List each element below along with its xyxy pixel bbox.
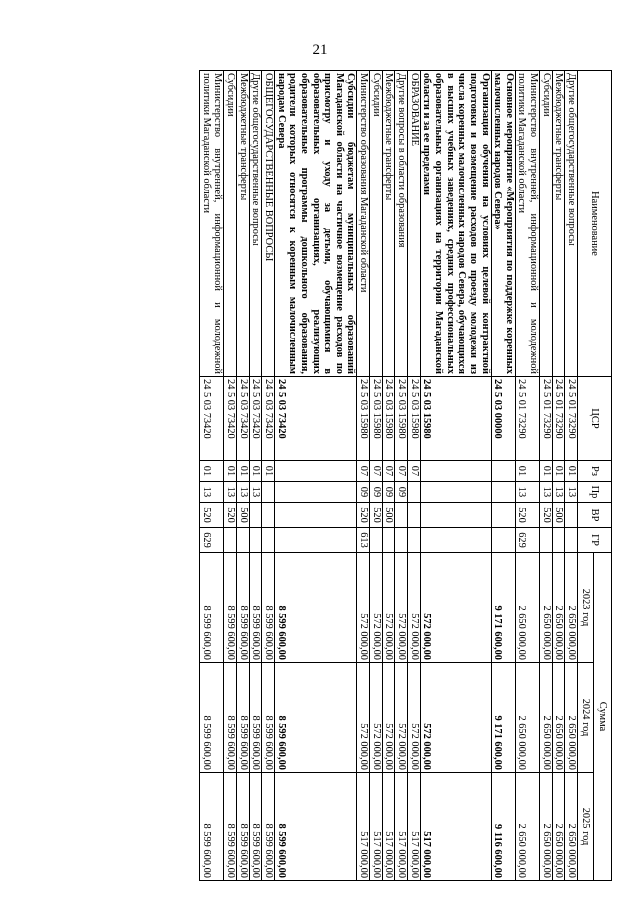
row-vr: 520 — [224, 503, 237, 528]
row-csr: 24 5 03 73420 — [237, 377, 250, 461]
row-csr: 24 5 03 15980 — [370, 377, 383, 461]
row-pr: 13 — [565, 482, 578, 503]
row-name: Межбюджетные трансферты — [552, 71, 565, 377]
table-row — [515, 71, 539, 881]
row-amount-2023: 2 650 000,00 — [540, 553, 553, 663]
row-csr: 24 5 03 73420 — [200, 377, 224, 461]
row-amount-2024: 8 599 600,00 — [249, 663, 262, 773]
row-name: Субсидии бюджетам муниципальных образований Магаданской области на частичное возмещение расходов по присмотру и уходу за детьми, обучающимися в образовательных организациях, реализующих образовательные программы дошкольного образования, родители которых относятся к коренным малочисленным народам Севера — [274, 71, 356, 377]
row-vr — [565, 503, 578, 528]
row-gr — [565, 528, 578, 553]
row-vr — [420, 503, 491, 528]
row-csr: 24 5 01 73290 — [540, 377, 553, 461]
row-rz: 01 — [237, 461, 250, 482]
row-amount-2023: 572 000,00 — [395, 553, 408, 663]
row-rz: 07 — [395, 461, 408, 482]
table-row — [408, 71, 421, 881]
row-vr: 500 — [552, 503, 565, 528]
row-amount-2025: 517 000,00 — [370, 773, 383, 881]
row-csr: 24 5 03 15980 — [382, 377, 395, 461]
row-amount-2023: 9 171 600,00 — [491, 553, 515, 663]
row-amount-2025: 2 650 000,00 — [515, 773, 539, 881]
row-amount-2024: 8 599 600,00 — [224, 663, 237, 773]
row-gr — [382, 528, 395, 553]
row-vr — [395, 503, 408, 528]
row-amount-2025: 8 599 600,00 — [237, 773, 250, 881]
row-gr: 629 — [200, 528, 224, 553]
row-name: Межбюджетные трансферты — [237, 71, 250, 377]
header-gr: ГР — [578, 528, 612, 553]
row-pr: 13 — [249, 482, 262, 503]
table-row — [237, 71, 250, 881]
table-row — [565, 71, 578, 881]
header-sum: Сумма — [594, 553, 612, 881]
row-csr: 24 5 03 73420 — [224, 377, 237, 461]
row-csr: 24 5 03 15980 — [408, 377, 421, 461]
row-vr — [274, 503, 356, 528]
row-gr — [395, 528, 408, 553]
row-amount-2025: 8 599 600,00 — [274, 773, 356, 881]
row-name: Субсидии — [370, 71, 383, 377]
table-header — [578, 71, 612, 881]
row-pr: 09 — [382, 482, 395, 503]
row-amount-2023: 8 599 600,00 — [249, 553, 262, 663]
table-row — [262, 71, 275, 881]
row-pr: 09 — [370, 482, 383, 503]
row-amount-2024: 572 000,00 — [420, 663, 491, 773]
row-gr: 613 — [357, 528, 370, 553]
row-rz: 01 — [515, 461, 539, 482]
row-vr — [262, 503, 275, 528]
row-rz: 01 — [262, 461, 275, 482]
row-amount-2025: 517 000,00 — [382, 773, 395, 881]
row-amount-2025: 8 599 600,00 — [224, 773, 237, 881]
row-name: Организация обучения на условиях целевой контрактной подготовки и возмещение расходов по проезду молодежи из числа коренных малочисленных народов Севера, обучающихся в высших учебных заведениях, средних профессиональных образовательных организациях на территории Магаданской области и за ее пределами — [420, 71, 491, 377]
row-vr: 520 — [357, 503, 370, 528]
row-rz: 01 — [224, 461, 237, 482]
row-name: Основное мероприятие «Мероприятия по поддержке коренных малочисленных народов Севера» — [491, 71, 515, 377]
row-pr: 13 — [552, 482, 565, 503]
row-csr: 24 5 03 00000 — [491, 377, 515, 461]
row-gr — [552, 528, 565, 553]
row-amount-2023: 572 000,00 — [408, 553, 421, 663]
row-gr — [540, 528, 553, 553]
row-pr — [491, 482, 515, 503]
row-amount-2023: 8 599 600,00 — [274, 553, 356, 663]
row-gr — [237, 528, 250, 553]
row-rz: 01 — [552, 461, 565, 482]
row-gr — [274, 528, 356, 553]
row-vr — [491, 503, 515, 528]
row-amount-2024: 9 171 600,00 — [491, 663, 515, 773]
row-pr: 13 — [224, 482, 237, 503]
row-name: ОБЩЕГОСУДАРСТВЕННЫЕ ВОПРОСЫ — [262, 71, 275, 377]
row-gr — [249, 528, 262, 553]
row-amount-2023: 572 000,00 — [382, 553, 395, 663]
header-year-2024: 2024 год — [578, 663, 594, 773]
row-amount-2024: 8 599 600,00 — [274, 663, 356, 773]
row-amount-2024: 8 599 600,00 — [262, 663, 275, 773]
row-amount-2023: 8 599 600,00 — [237, 553, 250, 663]
row-name: Министерство внутренней, информационной и молодежной политики Магаданской области — [200, 71, 224, 377]
row-amount-2023: 2 650 000,00 — [565, 553, 578, 663]
row-csr: 24 5 03 15980 — [357, 377, 370, 461]
table-row — [382, 71, 395, 881]
row-pr: 13 — [540, 482, 553, 503]
header-name: Наименование — [578, 71, 612, 377]
row-amount-2024: 572 000,00 — [408, 663, 421, 773]
row-amount-2024: 8 599 600,00 — [237, 663, 250, 773]
table-row — [274, 71, 356, 881]
row-csr: 24 5 01 73290 — [515, 377, 539, 461]
row-amount-2023: 572 000,00 — [420, 553, 491, 663]
row-rz — [420, 461, 491, 482]
page-number: 21 — [312, 42, 328, 58]
row-csr: 24 5 03 73420 — [262, 377, 275, 461]
row-amount-2025: 517 000,00 — [395, 773, 408, 881]
row-name: Министерство образования Магаданской области — [357, 71, 370, 377]
row-amount-2025: 8 599 600,00 — [262, 773, 275, 881]
row-vr: 520 — [200, 503, 224, 528]
row-csr: 24 5 03 15980 — [395, 377, 408, 461]
row-rz: 01 — [565, 461, 578, 482]
table-row — [200, 71, 224, 881]
row-name: Субсидии — [540, 71, 553, 377]
row-gr — [420, 528, 491, 553]
row-amount-2024: 2 650 000,00 — [565, 663, 578, 773]
row-rz: 07 — [370, 461, 383, 482]
row-amount-2025: 517 000,00 — [408, 773, 421, 881]
row-csr: 24 5 03 73420 — [274, 377, 356, 461]
row-name: Другие вопросы в области образования — [395, 71, 408, 377]
row-amount-2025: 8 599 600,00 — [200, 773, 224, 881]
row-pr — [420, 482, 491, 503]
row-amount-2023: 8 599 600,00 — [200, 553, 224, 663]
row-amount-2025: 9 116 600,00 — [491, 773, 515, 881]
row-rz — [274, 461, 356, 482]
header-year-2023: 2023 год — [578, 553, 594, 663]
row-rz: 07 — [382, 461, 395, 482]
rotated-table-container — [122, 70, 612, 880]
row-rz — [491, 461, 515, 482]
row-amount-2024: 572 000,00 — [382, 663, 395, 773]
row-amount-2025: 517 000,00 — [357, 773, 370, 881]
table-row — [420, 71, 491, 881]
row-pr: 13 — [200, 482, 224, 503]
row-pr: 09 — [395, 482, 408, 503]
row-csr: 24 5 03 73420 — [249, 377, 262, 461]
row-pr: 09 — [357, 482, 370, 503]
row-pr — [408, 482, 421, 503]
row-amount-2025: 2 650 000,00 — [540, 773, 553, 881]
row-amount-2023: 572 000,00 — [357, 553, 370, 663]
row-amount-2023: 572 000,00 — [370, 553, 383, 663]
row-name: Министерство внутренней, информационной и молодежной политики Магаданской области — [515, 71, 539, 377]
table-body — [200, 71, 578, 881]
row-amount-2024: 2 650 000,00 — [540, 663, 553, 773]
row-pr — [262, 482, 275, 503]
row-gr — [408, 528, 421, 553]
row-rz: 01 — [200, 461, 224, 482]
row-vr — [249, 503, 262, 528]
row-amount-2025: 8 599 600,00 — [249, 773, 262, 881]
row-gr: 629 — [515, 528, 539, 553]
row-amount-2024: 572 000,00 — [395, 663, 408, 773]
row-amount-2025: 2 650 000,00 — [565, 773, 578, 881]
table-row — [491, 71, 515, 881]
row-amount-2024: 8 599 600,00 — [200, 663, 224, 773]
table-row — [370, 71, 383, 881]
row-vr: 500 — [237, 503, 250, 528]
row-rz: 01 — [540, 461, 553, 482]
row-name: Субсидии — [224, 71, 237, 377]
row-pr: 13 — [237, 482, 250, 503]
row-pr: 13 — [515, 482, 539, 503]
row-gr — [491, 528, 515, 553]
table-row — [224, 71, 237, 881]
header-rz: Рз — [578, 461, 612, 482]
row-gr — [370, 528, 383, 553]
row-rz: 07 — [408, 461, 421, 482]
row-csr: 24 5 03 15980 — [420, 377, 491, 461]
row-amount-2023: 2 650 000,00 — [552, 553, 565, 663]
row-vr: 520 — [370, 503, 383, 528]
row-name: Другие общегосударственные вопросы — [249, 71, 262, 377]
row-csr: 24 5 01 73290 — [552, 377, 565, 461]
table-row — [249, 71, 262, 881]
row-pr — [274, 482, 356, 503]
row-gr — [262, 528, 275, 553]
row-gr — [224, 528, 237, 553]
table-row — [540, 71, 553, 881]
row-amount-2023: 8 599 600,00 — [262, 553, 275, 663]
row-rz: 07 — [357, 461, 370, 482]
row-amount-2024: 572 000,00 — [370, 663, 383, 773]
table-row — [395, 71, 408, 881]
row-amount-2024: 572 000,00 — [357, 663, 370, 773]
budget-table — [199, 70, 612, 881]
header-csr: ЦСР — [578, 377, 612, 461]
row-name: Другие общегосударственные вопросы — [565, 71, 578, 377]
row-vr: 520 — [540, 503, 553, 528]
header-year-2025: 2025 год — [578, 773, 594, 881]
row-amount-2023: 2 650 000,00 — [515, 553, 539, 663]
row-rz: 01 — [249, 461, 262, 482]
row-name: Межбюджетные трансферты — [382, 71, 395, 377]
row-amount-2024: 2 650 000,00 — [515, 663, 539, 773]
row-amount-2024: 2 650 000,00 — [552, 663, 565, 773]
header-vr: ВР — [578, 503, 612, 528]
header-pr: Пр — [578, 482, 612, 503]
row-vr: 520 — [515, 503, 539, 528]
row-amount-2023: 8 599 600,00 — [224, 553, 237, 663]
row-vr — [408, 503, 421, 528]
row-vr: 500 — [382, 503, 395, 528]
row-csr: 24 5 01 73290 — [565, 377, 578, 461]
row-name: ОБРАЗОВАНИЕ — [408, 71, 421, 377]
table-row — [357, 71, 370, 881]
row-amount-2025: 517 000,00 — [420, 773, 491, 881]
row-amount-2025: 2 650 000,00 — [552, 773, 565, 881]
table-row — [552, 71, 565, 881]
